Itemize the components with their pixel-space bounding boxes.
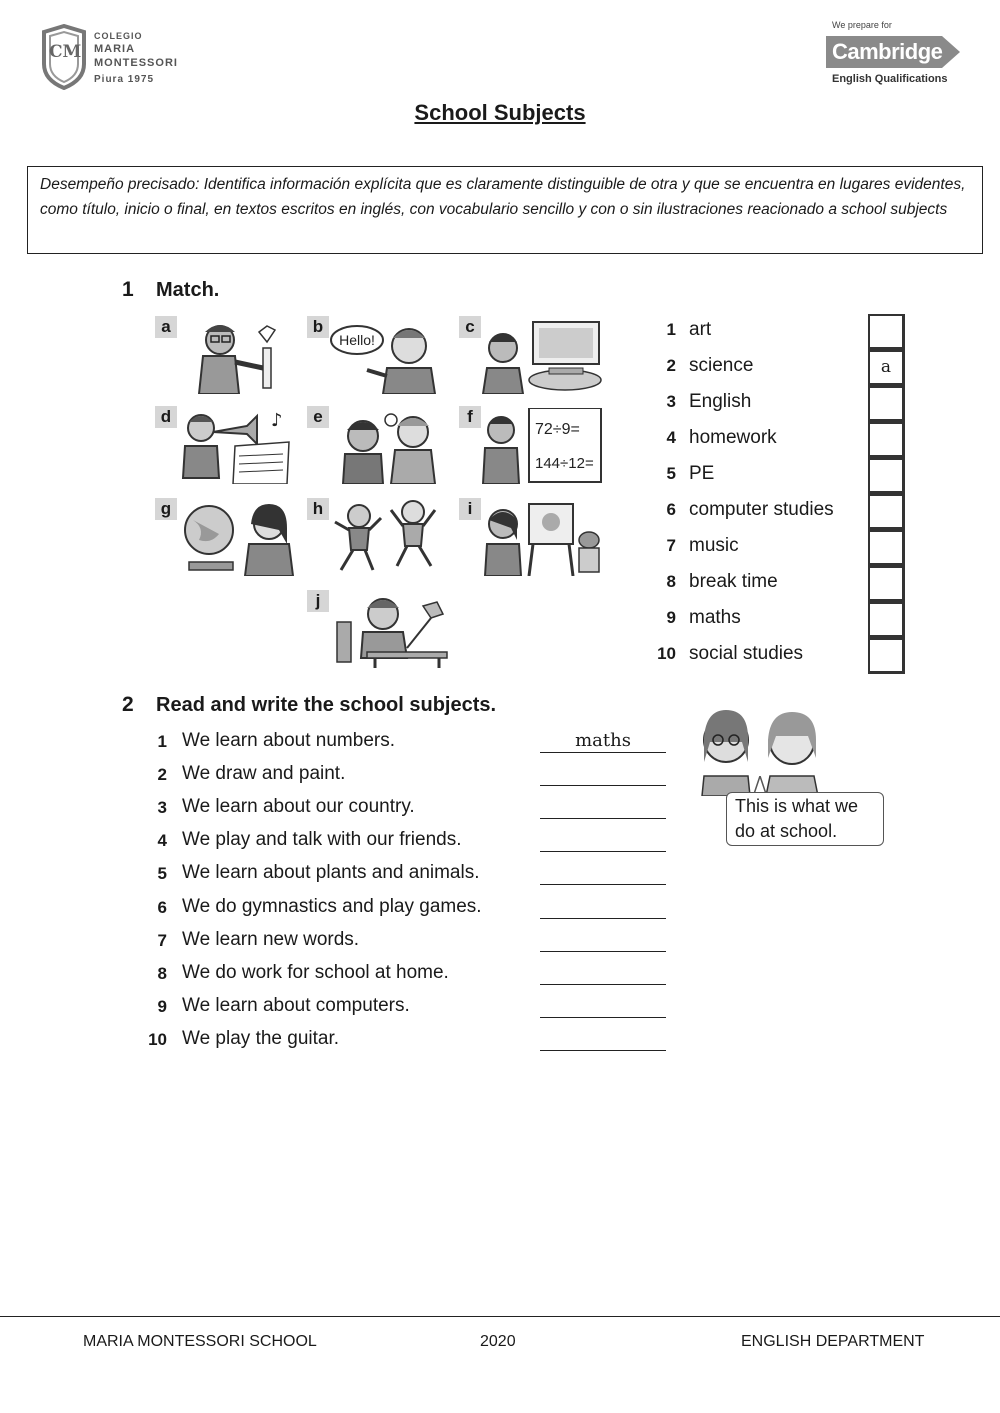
match-number: 5 <box>666 464 676 483</box>
match-number: 7 <box>666 536 676 555</box>
speech-bubble-line-2: do at school. <box>735 821 838 841</box>
match-row <box>640 530 905 566</box>
sentence-row <box>140 761 680 794</box>
cambridge-logo <box>820 20 970 90</box>
picture-i <box>459 498 599 578</box>
sentence-text: We learn new words. <box>182 929 360 950</box>
board-sum-2: 144÷12= <box>535 455 594 472</box>
match-number: 4 <box>666 428 676 447</box>
match-word: art <box>689 319 712 340</box>
picture-letter: j <box>307 590 329 612</box>
painting-easel-icon <box>479 500 603 576</box>
match-word: social studies <box>689 643 804 664</box>
picture-f <box>459 406 599 486</box>
match-number: 1 <box>666 320 676 339</box>
exercise2-title: Read and write the school subjects. <box>156 694 497 716</box>
sentence-text: We draw and paint. <box>182 763 346 784</box>
sentence-row <box>140 860 680 893</box>
match-row <box>640 386 905 422</box>
friends-playing-icon <box>327 408 445 484</box>
speech-bubble <box>726 792 884 846</box>
sentence-text: We learn about numbers. <box>182 730 395 751</box>
picture-c <box>459 316 599 396</box>
match-row <box>640 494 905 530</box>
answer-line[interactable] <box>540 1017 666 1018</box>
sentence-number: 1 <box>157 732 167 751</box>
picture-d <box>155 406 295 486</box>
answer-box[interactable] <box>868 386 905 422</box>
match-word: maths <box>689 607 741 628</box>
footer-center: 2020 <box>480 1333 516 1350</box>
match-word: homework <box>689 427 777 448</box>
match-number: 2 <box>666 356 676 375</box>
picture-letter: c <box>459 316 481 338</box>
hello-speech-text: Hello! <box>339 332 375 348</box>
footer-right: ENGLISH DEPARTMENT <box>741 1333 925 1350</box>
sentence-row <box>140 728 680 761</box>
answer-text[interactable]: maths <box>575 730 631 751</box>
answer-box[interactable] <box>868 314 905 350</box>
footer-left: MARIA MONTESSORI SCHOOL <box>83 1333 317 1350</box>
answer-box[interactable] <box>868 530 905 566</box>
sentence-row <box>140 960 680 993</box>
match-row <box>640 638 905 674</box>
match-word: PE <box>689 463 715 484</box>
picture-letter: i <box>459 498 481 520</box>
sentence-number: 8 <box>157 964 167 983</box>
footer-divider <box>0 1316 1000 1317</box>
page-title: School Subjects <box>414 100 586 125</box>
logo-line-4: Piura 1975 <box>94 74 155 85</box>
picture-letter: h <box>307 498 329 520</box>
match-word: break time <box>689 571 778 592</box>
logo-monogram: CM <box>49 42 82 62</box>
picture-e <box>307 406 447 486</box>
picture-letter: a <box>155 316 177 338</box>
answer-line[interactable] <box>540 884 666 885</box>
answer-line[interactable] <box>540 752 666 753</box>
trumpet-music-icon <box>175 408 293 484</box>
match-number: 8 <box>666 572 676 591</box>
sentence-text: We do gymnastics and play games. <box>182 896 482 917</box>
desempeno-box <box>27 166 983 254</box>
desempeno-text: Desempeño precisado: Identifica información explícita que es claramente distinguible de otra y que se encuentra en lugares evidentes, como título, inicio o final, en textos escritos en inglés, con vocabulario sencillo y con o sin ilustraciones reacionado a school subjects <box>40 176 966 218</box>
sentence-text: We do work for school at home. <box>182 962 449 983</box>
answer-line[interactable] <box>540 785 666 786</box>
globe-icon <box>175 500 299 576</box>
match-row <box>640 422 905 458</box>
cambridge-name: Cambridge <box>832 39 943 64</box>
match-number: 3 <box>666 392 676 411</box>
match-word: computer studies <box>689 499 834 520</box>
board-sum-1: 72÷9= <box>535 421 580 438</box>
match-number: 6 <box>666 500 676 519</box>
sentence-number: 6 <box>157 898 167 917</box>
match-number: 9 <box>666 608 676 627</box>
answer-box[interactable] <box>868 638 905 674</box>
match-word: music <box>689 535 739 556</box>
homework-desk-icon <box>327 592 451 670</box>
sentence-row <box>140 894 680 927</box>
sentence-text: We play the guitar. <box>182 1028 340 1049</box>
sentence-row <box>140 993 680 1026</box>
match-row <box>640 314 905 350</box>
sentence-text: We learn about our country. <box>182 796 415 817</box>
picture-b <box>307 316 447 396</box>
exercise1-title: Match. <box>156 279 220 301</box>
sentence-row <box>140 827 680 860</box>
match-number: 10 <box>657 644 676 663</box>
match-word: science <box>689 355 754 376</box>
jumping-kids-icon <box>327 500 445 576</box>
picture-g <box>155 498 295 578</box>
answer-line[interactable] <box>540 851 666 852</box>
sentence-number: 10 <box>148 1030 167 1049</box>
computer-icon <box>479 318 603 394</box>
sentence-number: 3 <box>157 798 167 817</box>
cambridge-prepare-text: We prepare for <box>832 20 892 30</box>
answer-line[interactable] <box>540 951 666 952</box>
picture-j <box>307 590 447 670</box>
sentence-text: We play and talk with our friends. <box>182 829 462 850</box>
sentence-number: 2 <box>157 765 167 784</box>
sentence-row <box>140 927 680 960</box>
picture-a <box>155 316 295 396</box>
sentence-number: 4 <box>157 831 167 850</box>
exercise1-number: 1 <box>122 278 134 301</box>
speech-bubble-line-1: This is what we <box>735 796 859 816</box>
sentence-number: 7 <box>157 931 167 950</box>
answer-line[interactable] <box>540 984 666 985</box>
sentence-text: We learn about plants and animals. <box>182 862 480 883</box>
sentence-row <box>140 794 680 827</box>
sentence-number: 5 <box>157 864 167 883</box>
sentence-text: We learn about computers. <box>182 995 410 1016</box>
answer-box[interactable] <box>868 602 905 638</box>
picture-letter: d <box>155 406 177 428</box>
cambridge-subtitle: English Qualifications <box>832 73 948 85</box>
answer-box[interactable]: a <box>868 350 905 386</box>
sentence-number: 9 <box>157 997 167 1016</box>
match-row <box>640 566 905 602</box>
picture-letter: b <box>307 316 329 338</box>
svg-text:♪: ♪ <box>271 410 283 431</box>
answer-line[interactable] <box>540 918 666 919</box>
match-row <box>640 602 905 638</box>
match-row <box>640 458 905 494</box>
picture-letter: g <box>155 498 177 520</box>
sentence-row <box>140 1026 680 1059</box>
picture-letter: e <box>307 406 329 428</box>
logo-line-2: MARIA <box>94 43 136 55</box>
exercise2-number: 2 <box>122 693 134 716</box>
answer-box[interactable] <box>868 494 905 530</box>
logo-line-1: COLEGIO <box>94 31 143 41</box>
match-word: English <box>689 391 752 412</box>
science-experiment-icon <box>175 318 293 394</box>
picture-h <box>307 498 447 578</box>
maths-board-icon <box>479 408 603 484</box>
answer-box[interactable] <box>868 458 905 494</box>
answer-box[interactable] <box>868 566 905 602</box>
answer-line[interactable] <box>540 818 666 819</box>
answer-line[interactable] <box>540 1050 666 1051</box>
school-logo <box>40 24 200 92</box>
logo-line-3: MONTESSORI <box>94 57 178 69</box>
hello-speech-icon <box>327 318 445 394</box>
picture-letter: f <box>459 406 481 428</box>
answer-box[interactable] <box>868 422 905 458</box>
match-row <box>640 350 905 386</box>
